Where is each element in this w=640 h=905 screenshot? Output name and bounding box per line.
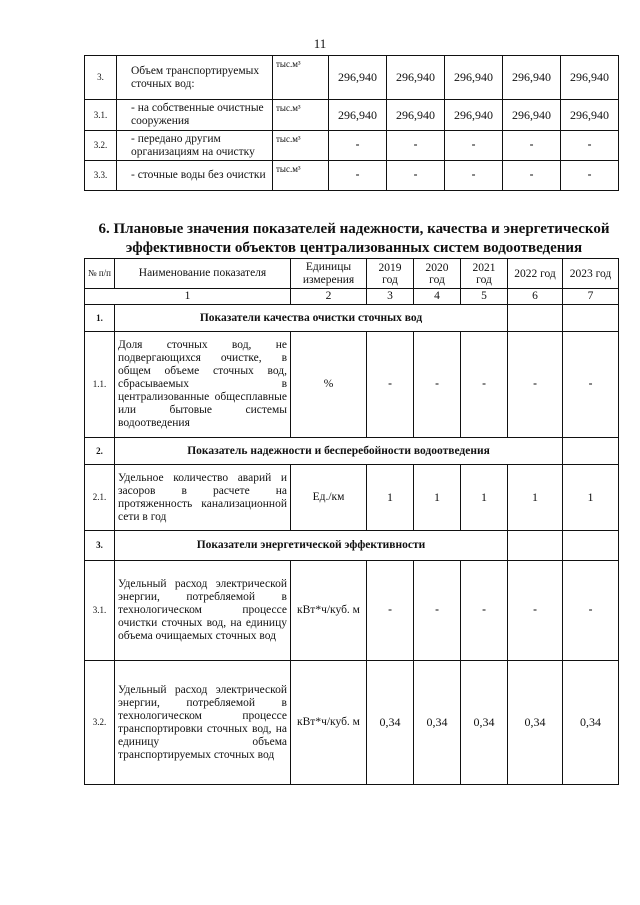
section-row — [85, 438, 619, 465]
row-number: 1.1. — [85, 332, 115, 438]
page-number: 11 — [313, 36, 327, 51]
indicators-table — [84, 258, 619, 785]
unit-cell: тыс.м³ — [273, 56, 329, 100]
value-cell: - — [503, 161, 561, 191]
indicator-name: Удельный расход электрической энергии, потребляемой в технологическом процессе очистки сточных вод, на единицу объема очищаемых сточных вод — [115, 561, 291, 661]
value-cell: 296,940 — [445, 56, 503, 100]
header-unit: Единицы измерения — [291, 259, 367, 289]
indicator-name: Удельный расход электрической энергии, потребляемой в технологическом процессе транспортировки сточных вод, на единицу объема транспортируемых сточных вод — [115, 661, 291, 785]
value-cell: 296,940 — [503, 100, 561, 131]
value-cell: 296,940 — [329, 100, 387, 131]
value-cell: - — [414, 561, 461, 661]
indicator-name: Объем транспортируемых сточных вод: — [117, 56, 273, 100]
header-year: 2023 год — [563, 259, 619, 289]
unit-cell: Ед./км — [291, 465, 367, 531]
value-cell: 296,940 — [445, 100, 503, 131]
header-year: 2019 год — [367, 259, 414, 289]
value-cell: 1 — [367, 465, 414, 531]
value-cell: 0,34 — [461, 661, 508, 785]
table-row — [85, 561, 619, 661]
row-number: 3. — [85, 56, 117, 100]
value-cell: 296,940 — [503, 56, 561, 100]
value-cell: 0,34 — [414, 661, 461, 785]
row-number: 3.2. — [85, 131, 117, 161]
unit-cell: кВт*ч/куб. м — [291, 561, 367, 661]
table-row — [85, 161, 619, 191]
index-cell: 7 — [563, 289, 619, 305]
value-cell: - — [461, 332, 508, 438]
section-title: Показатель надежности и бесперебойности водоотведения — [115, 438, 563, 465]
unit-cell: % — [291, 332, 367, 438]
index-cell: 6 — [508, 289, 563, 305]
index-cell: 1 — [85, 289, 291, 305]
value-cell: 296,940 — [387, 56, 445, 100]
table-row — [85, 332, 619, 438]
header-year: 2020 год — [414, 259, 461, 289]
index-cell: 3 — [367, 289, 414, 305]
value-cell: - — [329, 131, 387, 161]
section-heading: 6. Плановые значения показателей надежности, качества и энергетической эффективности объектов централизованных систем водоотведения — [98, 221, 610, 256]
section-number: 1. — [85, 305, 115, 332]
value-cell: - — [387, 161, 445, 191]
row-number: 3.2. — [85, 661, 115, 785]
header-year: 2022 год — [508, 259, 563, 289]
value-cell: 1 — [563, 465, 619, 531]
section-number: 3. — [85, 531, 115, 561]
header-number: № п/п — [85, 259, 115, 289]
indicator-name: - передано другим организациям на очистку — [117, 131, 273, 161]
unit-cell: тыс.м³ — [273, 161, 329, 191]
table-row — [85, 56, 619, 100]
continuation-table — [84, 55, 619, 191]
row-number: 3.1. — [85, 100, 117, 131]
table-row — [85, 131, 619, 161]
table-row — [85, 100, 619, 131]
header-row — [85, 259, 619, 289]
value-cell: - — [563, 332, 619, 438]
value-cell: - — [503, 131, 561, 161]
value-cell: 1 — [461, 465, 508, 531]
value-cell: - — [387, 131, 445, 161]
value-cell: 0,34 — [508, 661, 563, 785]
unit-cell: кВт*ч/куб. м — [291, 661, 367, 785]
value-cell: - — [561, 161, 619, 191]
value-cell: 296,940 — [329, 56, 387, 100]
value-cell: - — [329, 161, 387, 191]
index-cell: 4 — [414, 289, 461, 305]
value-cell: 296,940 — [561, 100, 619, 131]
value-cell: - — [445, 161, 503, 191]
section-row — [85, 531, 619, 561]
value-cell: 0,34 — [563, 661, 619, 785]
value-cell: 1 — [414, 465, 461, 531]
table-row — [85, 661, 619, 785]
value-cell: - — [367, 332, 414, 438]
section-title: Показатели энергетической эффективности — [115, 531, 508, 561]
row-number: 3.1. — [85, 561, 115, 661]
value-cell: - — [561, 131, 619, 161]
index-row — [85, 289, 619, 305]
section-row — [85, 305, 619, 332]
indicator-name: - на собственные очистные сооружения — [117, 100, 273, 131]
indicator-name: - сточные воды без очистки — [117, 161, 273, 191]
index-cell: 2 — [291, 289, 367, 305]
section-title: Показатели качества очистки сточных вод — [115, 305, 508, 332]
indicator-name: Доля сточных вод, не подвергающихся очистке, в общем объеме сточных вод, сбрасываемых в централизованные общесплавные или бытовые системы водоотведения — [115, 332, 291, 438]
header-year: 2021 год — [461, 259, 508, 289]
value-cell: - — [367, 561, 414, 661]
value-cell: 0,34 — [367, 661, 414, 785]
header-name: Наименование показателя — [115, 259, 291, 289]
unit-cell: тыс.м³ — [273, 131, 329, 161]
unit-cell: тыс.м³ — [273, 100, 329, 131]
value-cell: - — [414, 332, 461, 438]
value-cell: - — [508, 332, 563, 438]
table-row — [85, 465, 619, 531]
value-cell: - — [563, 561, 619, 661]
value-cell: 296,940 — [387, 100, 445, 131]
index-cell: 5 — [461, 289, 508, 305]
value-cell: 296,940 — [561, 56, 619, 100]
value-cell: 1 — [508, 465, 563, 531]
value-cell: - — [461, 561, 508, 661]
value-cell: - — [508, 561, 563, 661]
value-cell: - — [445, 131, 503, 161]
indicator-name: Удельное количество аварий и засоров в расчете на протяженность канализационной сети в год — [115, 465, 291, 531]
row-number: 3.3. — [85, 161, 117, 191]
row-number: 2.1. — [85, 465, 115, 531]
section-number: 2. — [85, 438, 115, 465]
